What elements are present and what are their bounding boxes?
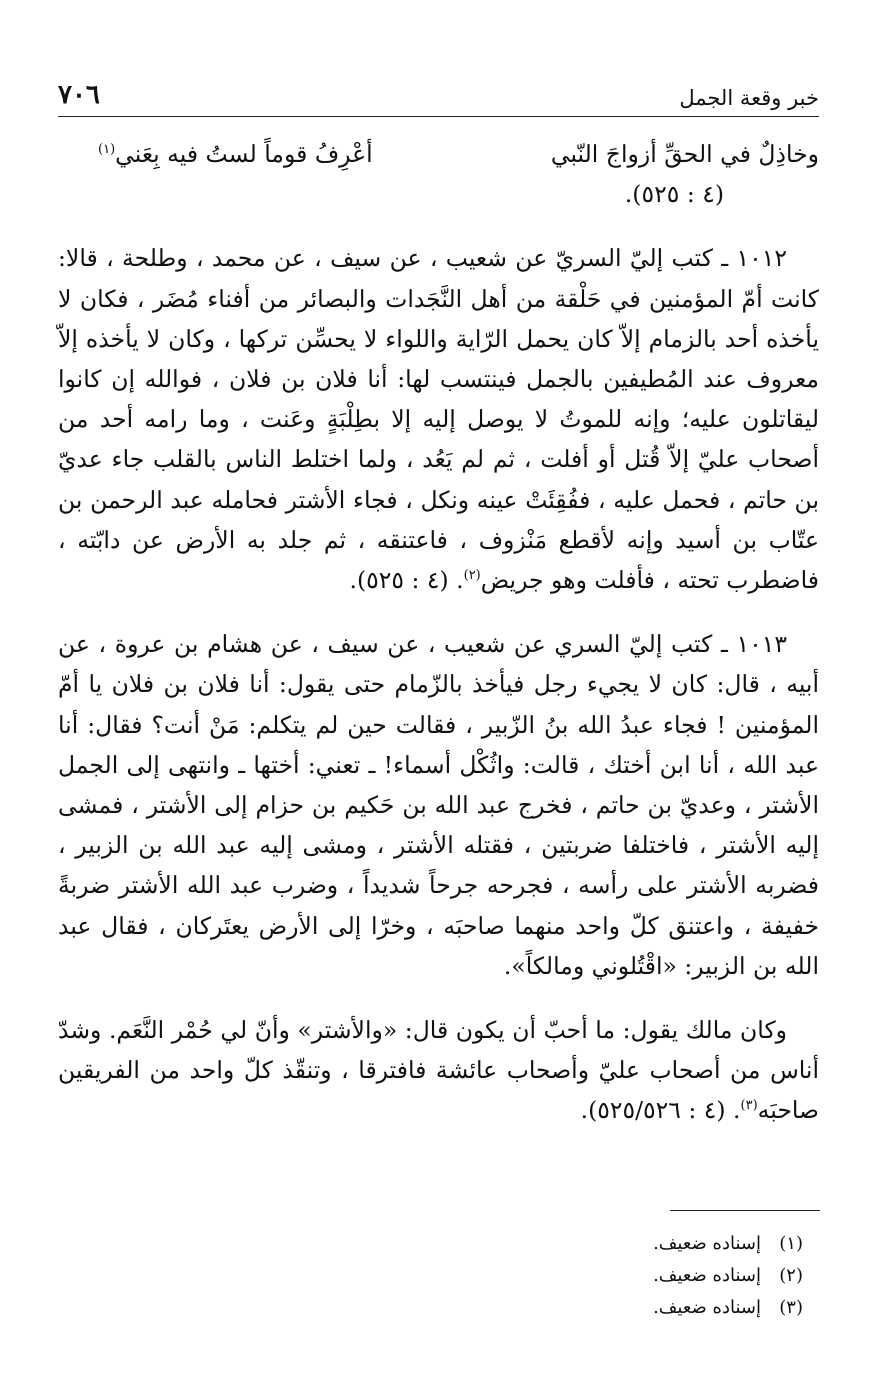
page-number: ٧٠٦: [58, 80, 100, 110]
verse-reference: (٤ : ٥٢٥).: [624, 180, 724, 209]
footnote-marker: (٢): [463, 568, 481, 584]
footnote-number: (٣): [779, 1297, 803, 1318]
footnotes: [653, 1228, 803, 1324]
footnote-number: (٢): [779, 1265, 803, 1286]
footnote-text: إسناده ضعيف.: [653, 1297, 761, 1318]
footnote-text: إسناده ضعيف.: [653, 1265, 761, 1286]
verse-hemistich-right: وخاذِلٌ في الحقِّ أزواجَ النّبي: [550, 140, 819, 168]
paragraph-1012: ١٠١٢ ـ كتب إليّ السريّ عن شعيب ، عن سيف ، عن محمد ، وطلحة ، قالا: كانت أمّ المؤمنين في حَلْقة من أهل النَّجَدات والبصائر من أفناء مُضَر ، فكان لا يأخذه أحد بالزمام إلاّ كان يحمل الرّاية واللواء لا يحسِّن تركها ، وكان لا يأخذه إلاّ معروف عند المُطيفين بالجمل فينتسب لها: أنا فلان بن فلان ، فوالله إن كانوا ليقاتلون عليه؛ وإنه للموتُ لا يوصل إليه إلا بطِلْبَةٍ وعَنت ، وما رامه أحد من أصحاب عليّ إلاّ قُتل أو أفلت ، ثم لم يَعُد ، ولما اختلط الناس بالقلب جاء عديّ بن حاتم ، فحمل عليه ، ففُقِئَتْ عينه ونكل ، فجاء الأشتر فحامله عبد الرحمن بن عتّاب بن أسيد وإنه لأقطع مَنْزوف ، فاعتنقه ، ثم جلد به الأرض عن دابّته ، فاضطرب تحته ، فأفلت وهو جريض$^{(٢)}$. (٤ : ٥٢٥).: [58, 244, 819, 595]
paragraph-1013: ١٠١٣ ـ كتب إليّ السري عن شعيب ، عن سيف ، عن هشام بن عروة ، عن أبيه ، قال: كان لا يجيء رجل فيأخذ بالزّمام حتى يقول: أنا فلان بن فلان يا أمّ المؤمنين ! فجاء عبدُ الله بنُ الزّبير ، فقالت حين لم يتكلم: مَنْ أنت؟ فقال: أنا عبد الله ، أنا ابن أختك ، قالت: واثُكْل أسماء! ـ تعني: أختها ـ وانتهى إلى الجمل الأشتر ، وعديّ بن حاتم ، فخرج عبد الله بن حَكيم بن حزام إلى الأشتر ، فمشى إليه الأشتر ، فاختلفا ضربتين ، فقتله الأشتر ، ومشى إليه عبد الله بن الزبير ، فضربه الأشتر على رأسه ، فجرحه جرحاً شديداً ، وضرب عبد الله الأشتر ضربةً خفيفة ، واعتنق كلّ واحد منهما صاحبَه ، وخرّا إلى الأرض يعتَركان ، فقال عبد الله بن الزبير: «اقْتُلوني ومالكاً».: [58, 630, 819, 980]
verse-hemistich-left: أعْرِفُ قوماً لستُ فيه بِعَني$^{(١)}$: [98, 140, 373, 168]
paragraph-malik: وكان مالك يقول: ما أحبّ أن يكون قال: «والأشتر» وأنّ لي حُمْر النَّعَم. وشدّ أناس من أصحاب عليّ وأصحاب عائشة فافترقا ، وتنقّذ كلّ واحد من الفريقين صاحبَه$^{(٣)}$. (٤ : ٥٢٥/٥٢٦).: [58, 1016, 819, 1125]
footnote-item: [653, 1292, 803, 1324]
poem-verse: [58, 134, 819, 174]
footnote-item: [653, 1260, 803, 1292]
footnote-text: إسناده ضعيف.: [653, 1233, 761, 1254]
footnote-marker: (٣): [740, 1098, 758, 1114]
footnote-marker: (١): [98, 142, 116, 158]
running-title: خبر وقعة الجمل: [679, 86, 819, 110]
footnote-item: [653, 1228, 803, 1260]
main-text: [58, 134, 819, 1131]
page-header: [58, 80, 819, 117]
footnote-divider: [670, 1210, 820, 1211]
footnote-number: (١): [779, 1233, 803, 1254]
